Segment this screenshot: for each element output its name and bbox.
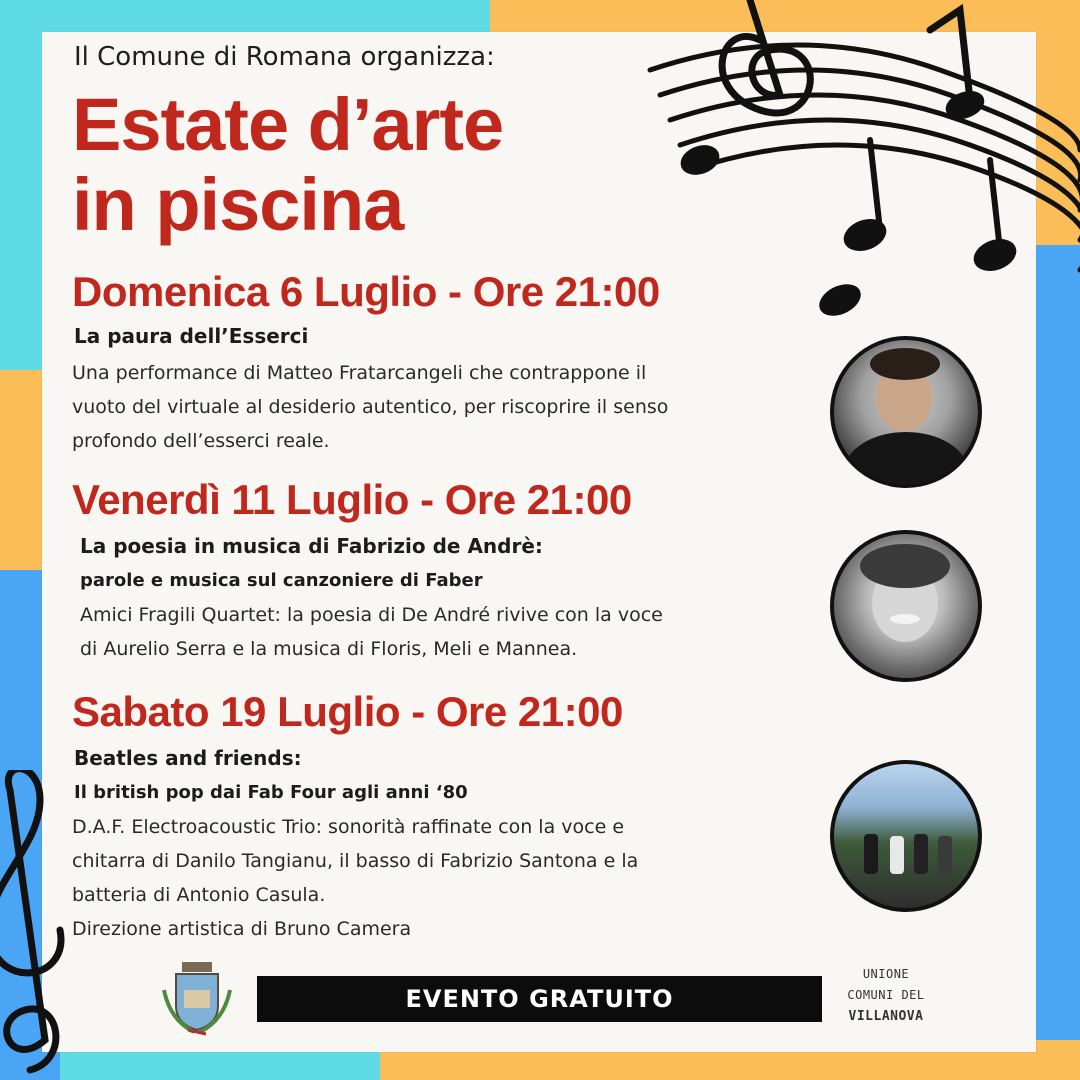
description-line: vuoto del virtuale al desiderio autentico, per riscoprire il senso <box>72 396 669 418</box>
performer-photo <box>830 336 982 488</box>
description-line: batteria di Antonio Casula. <box>72 884 326 906</box>
treble-clef-icon <box>0 770 80 1080</box>
performer-photo <box>830 530 982 682</box>
description-line: Una performance di Matteo Fratarcangeli che contrappone il <box>72 362 647 384</box>
event-description <box>72 810 638 946</box>
poster-title-line2: in piscina <box>72 163 404 246</box>
municipal-crest-icon <box>160 960 234 1036</box>
event-description <box>72 356 668 458</box>
free-event-badge: EVENTO GRATUITO <box>257 976 822 1022</box>
description-line: profondo dell’esserci reale. <box>72 430 330 452</box>
union-logo-line1: UNIONE <box>862 967 910 981</box>
organizer-intro: Il Comune di Romana organizza: <box>74 42 495 72</box>
event-title: La poesia in musica di Fabrizio de Andrè: <box>80 534 543 558</box>
description-line: Amici Fragili Quartet: la poesia di De André rivive con la voce <box>80 604 663 626</box>
description-line: di Aurelio Serra e la musica di Floris, Meli e Mannea. <box>80 638 578 660</box>
event-description <box>80 598 663 666</box>
description-line: chitarra di Danilo Tangianu, il basso di Fabrizio Santona e la <box>72 850 639 872</box>
event-subtitle: parole e musica sul canzoniere di Faber <box>80 570 483 591</box>
event-title: La paura dell’Esserci <box>74 324 309 348</box>
description-line: D.A.F. Electroacoustic Trio: sonorità raffinate con la voce e <box>72 816 625 838</box>
event-date: Venerdì 11 Luglio - Ore 21:00 <box>72 476 632 523</box>
event-date: Domenica 6 Luglio - Ore 21:00 <box>72 268 660 315</box>
music-notes-icon <box>640 0 1080 340</box>
poster-title-line1: Estate d’arte <box>72 83 504 166</box>
union-logo-line3: VILLANOVA <box>848 1009 924 1024</box>
album-cover-photo <box>830 760 982 912</box>
event-title: Beatles and friends: <box>74 746 302 770</box>
event-subtitle: Il british pop dai Fab Four agli anni ‘80 <box>74 782 468 803</box>
description-line: Direzione artistica di Bruno Camera <box>72 918 412 940</box>
union-logo-line2: COMUNI DEL <box>847 988 925 1002</box>
event-date: Sabato 19 Luglio - Ore 21:00 <box>72 688 623 735</box>
union-logo <box>838 964 934 1028</box>
